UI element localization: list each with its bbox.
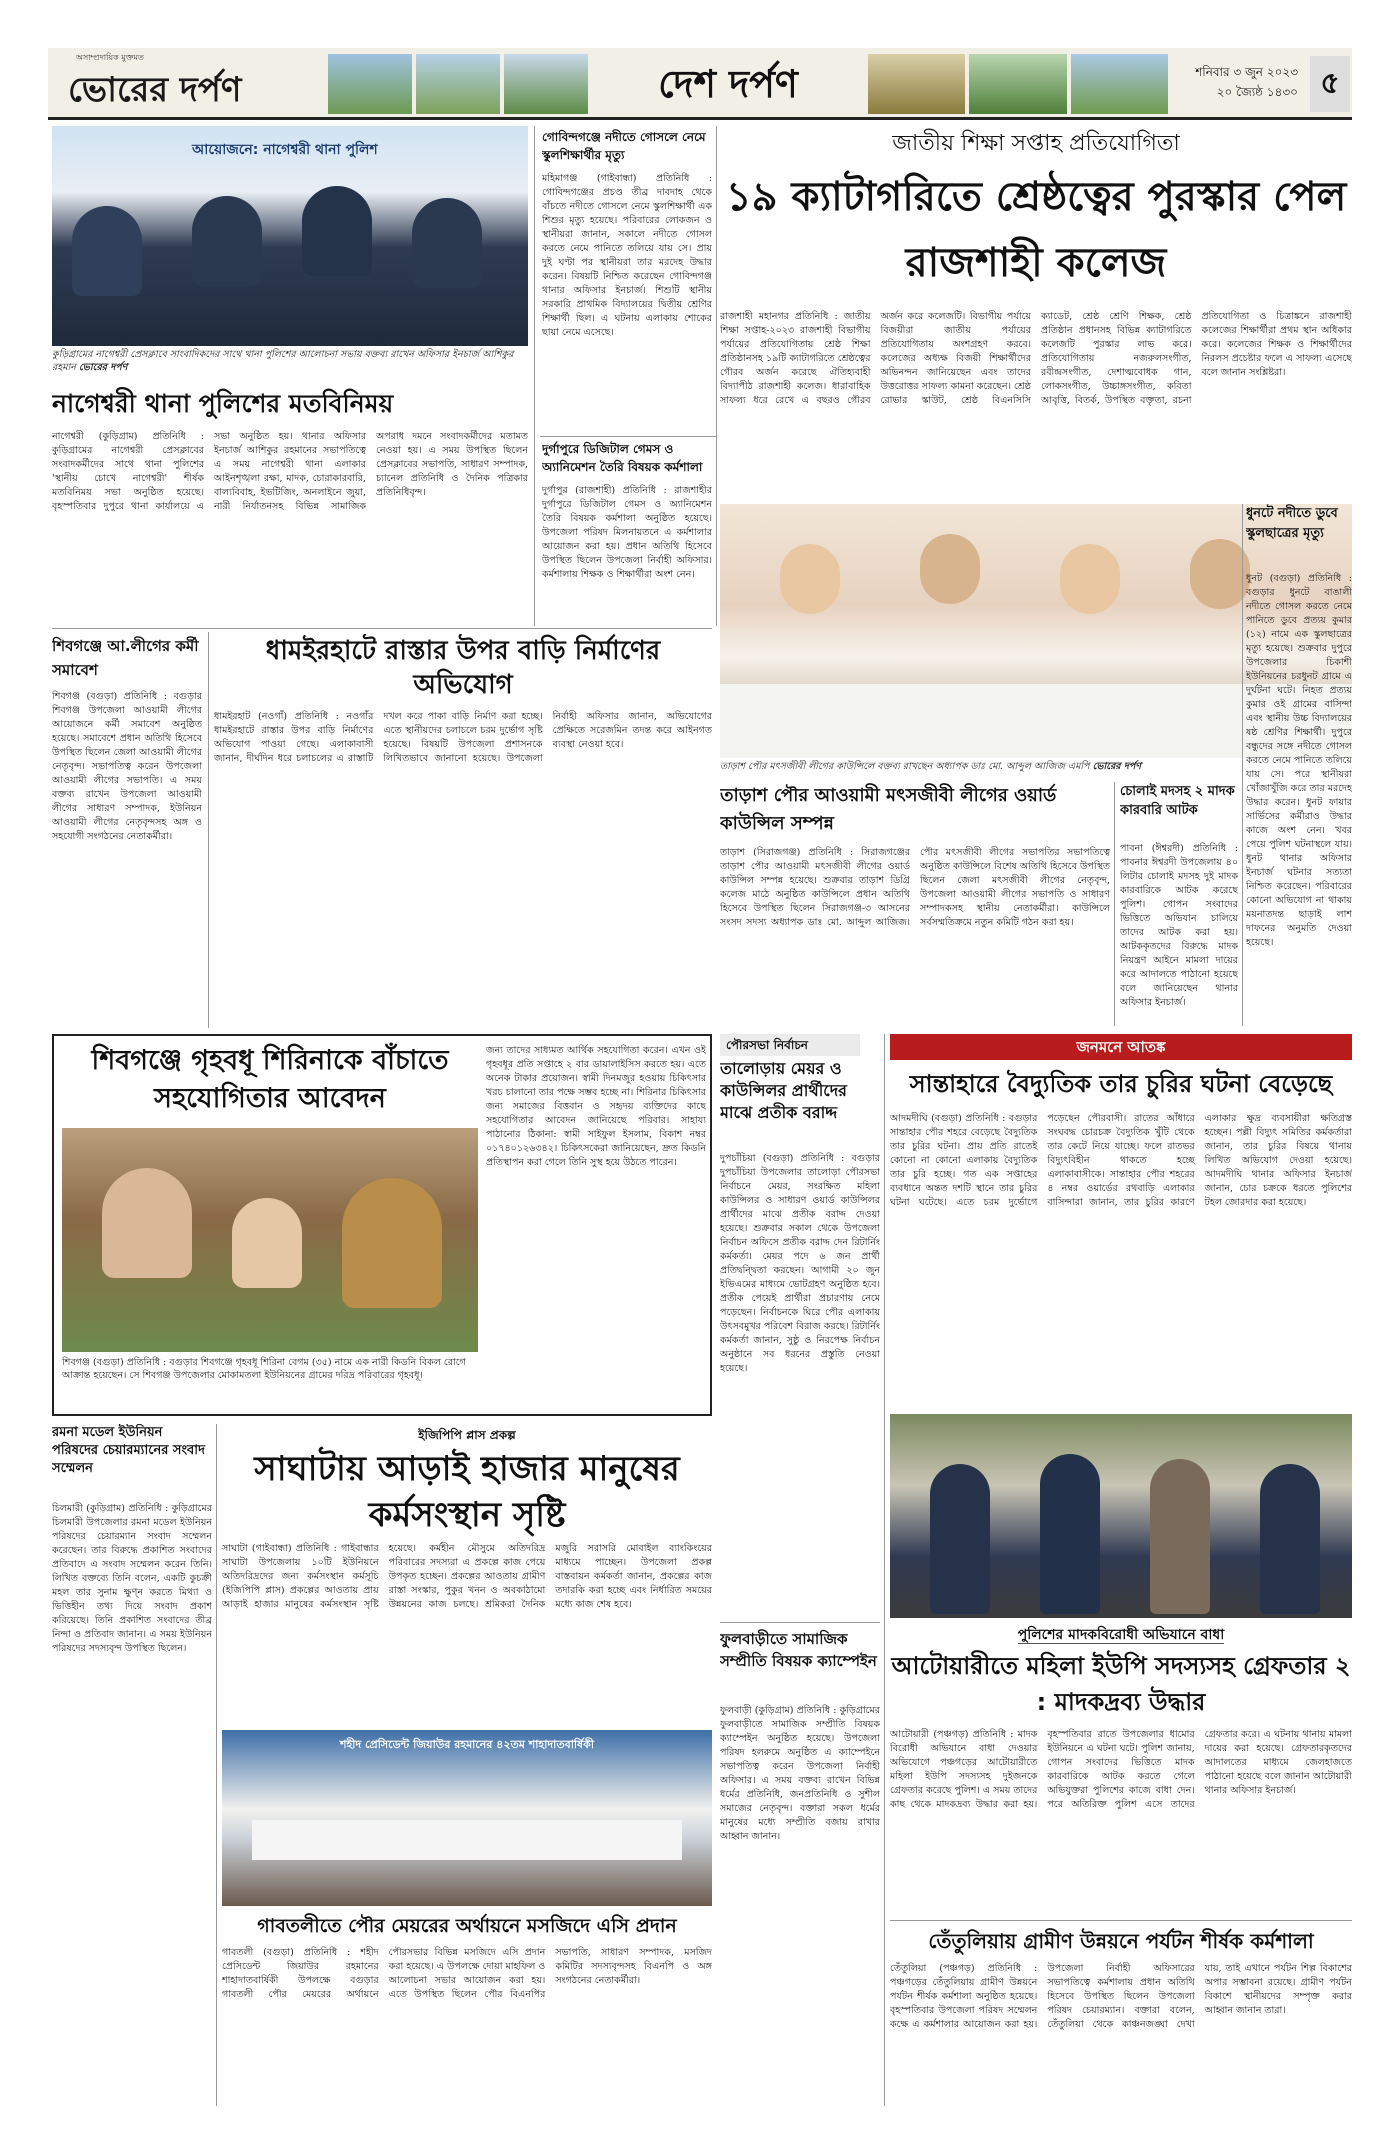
atwari-kicker: পুলিশের মাদকবিরোধী অভিযানে বাধা [1017,1627,1225,1643]
nageshwari-caption: কুড়িগ্রামের নাগেশ্বরী প্রেসক্লাবে সাংবাদিকদের সাথে থানা পুলিশের আলোচনা সভায় বক্তব্য রাখেন অফিসার ইনচার্জ আশিকুর রহমান ভোরের দর্পণ [52,349,514,373]
rajshahi-kicker: জাতীয় শিক্ষা সপ্তাহ প্রতিযোগিতা [892,131,1180,156]
masthead-photo-strip-left [328,54,588,114]
ramna-headline: রমনা মডেল ইউনিয়ন পরিষদের চেয়ারম্যানের সংবাদ সম্মেলন [52,1425,205,1476]
nageshwari-headline: নাগেশ্বরী থানা পুলিশের মতবিনিময় [52,389,394,418]
tetulia-body: তেঁতুলিয়া (পঞ্চগড়) প্রতিনিধি : পঞ্চগড়ের তেঁতুলিয়ায় গ্রামীণ উন্নয়নে পর্যটন শীর্ষক কর্মশালা অনুষ্ঠিত হয়েছে। বৃহস্পতিবার উপজেলা পরিষদ সম্মেলন কক্ষে এ কর্মশালার আয়োজন করা হয়। উপজেলা নির্বাহী অফিসারের সভাপতিত্বে কর্মশালায় প্রধান অতিথি হিসেবে উপস্থিত ছিলেন উপজেলা পরিষদ চেয়ারম্যান। বক্তারা বলেন, তেঁতুলিয়া থেকে কাঞ্চনজঙ্ঘা দেখা যায়, তাই এখানে পর্যটন শিল্প বিকাশের অপার সম্ভাবনা রয়েছে। গ্রামীণ পর্যটন বিকাশে স্থানীয়দের সম্পৃক্ত করার আহ্বান জানান তারা। [890,1963,1352,2030]
shirin-headline: শিবগঞ্জে গৃহবধূ শিরিনাকে বাঁচাতে সহযোগিতার আবেদন [91,1045,449,1114]
gabtoli-photo-banner: শহীদ প্রেসিডেন্ট জিয়াউর রহমানের ৪২তম শাহাদাতবার্ষিকী [340,1738,594,1751]
tarash-headline: তাড়াশ পৌর আওয়ামী মৎসজীবী লীগের ওয়ার্ড কাউন্সিল সম্পন্ন [720,785,1057,834]
saghata-headline: সাঘাটায় আড়াই হাজার মানুষের কর্মসংস্থান সৃষ্টি [254,1449,680,1535]
santahar-kicker: জনমনে আতঙ্ক [1076,1038,1166,1056]
date-line-1: শনিবার ৩ জুন ২০২৩ [1195,65,1298,79]
tetulia-headline: তেঁতুলিয়ায় গ্রামীণ উন্নয়নে পর্যটন শীর্ষক কর্মশালা [928,1929,1314,1953]
rajshahi-body: রাজশাহী মহানগর প্রতিনিধি : জাতীয় শিক্ষা সপ্তাহ-২০২৩ রাজশাহী বিভাগীয় পর্যায়ের প্রতিযোগিতায় শ্রেষ্ঠ শিক্ষা প্রতিষ্ঠানসহ ১৯টি ক্যাটাগরিতে শ্রেষ্ঠত্বের গৌরব অর্জন করেছে ঐতিহ্যবাহী বিদ্যাপীঠ রাজশাহী কলেজ। ধারাবাহিক সাফল্য ধরে রেখে এ বছরও গৌরব অর্জন করে কলেজটি। বিভাগীয় পর্যায়ে বিজয়ীরা জাতীয় পর্যায়ের প্রতিযোগিতায় অংশগ্রহণ করবে। কলেজের অধ্যক্ষ বিজয়ী শিক্ষার্থীদের অভিনন্দন জানিয়েছেন এবং তাদের উত্তরোত্তর সাফল্য কামনা করেছেন। শ্রেষ্ঠ রোভার স্কাউট, শ্রেষ্ঠ বিএনসিসি ক্যাডেট, শ্রেষ্ঠ শ্রেণি শিক্ষক, শ্রেষ্ঠ প্রতিষ্ঠান প্রধানসহ বিভিন্ন ক্যাটাগরিতে কলেজটি পুরস্কার লাভ করে। প্রতিযোগিতায় নজরুলসংগীত, রবীন্দ্রসংগীত, দেশাত্মবোধক গান, লোকসংগীত, উচ্চাঙ্গসংগীত, কবিতা আবৃত্তি, বিতর্ক, উপস্থিত বক্তৃতা, রচনা প্রতিযোগিতা ও চিত্রাঙ্কনে রাজশাহী কলেজের শিক্ষার্থীরা প্রথম স্থান অধিকার করে। কলেজের শিক্ষক ও শিক্ষার্থীদের নিরলস প্রচেষ্টার ফলে এ সাফল্য এসেছে বলে জানান সংশ্লিষ্টরা। [720,311,1352,406]
shirin-photo-caption: শিবগঞ্জ (বগুড়া) প্রতিনিধি : বগুড়ার শিবগঞ্জে গৃহবধূ শিরিনা বেগম (৩৫) নামে এক নারী কিডনি বিকল রোগে আক্রান্ত হয়েছেন। সে শিবগঞ্জ উপজেলার মোকামতলা ইউনিয়নের গ্রামের দরিদ্র পরিবারের গৃহবধূ। [62,1357,466,1381]
brand-name: ভোরের দর্পণ [68,70,242,110]
masthead-photo-strip-right [868,54,1168,114]
phulbari-headline: ফুলবাড়ীতে সামাজিক সম্প্রীতি বিষয়ক ক্যাম্পেইন [720,1630,877,1670]
durgapur-headline: দুর্গাপুরে ডিজিটাল গেমস ও অ্যানিমেশন তৈরি বিষয়ক কর্মশালা [542,442,703,474]
santahar-body: আদমদীঘি (বগুড়া) প্রতিনিধি : বগুড়ার সান্তাহার পৌর শহরে বেড়েছে বৈদ্যুতিক তার চুরির ঘটনা। প্রায় প্রতি রাতেই কোনো না কোনো এলাকায় বৈদ্যুতিক তার চুরি হচ্ছে। গত এক সপ্তাহের ব্যবধানে অন্তত দশটি স্থানে তার চুরির ঘটনা ঘটেছে। এতে চরম দুর্ভোগে পড়েছেন পৌরবাসী। রাতের আঁধারে সংঘবদ্ধ চোরচক্র বৈদ্যুতিক খুঁটি থেকে তার কেটে নিয়ে যাচ্ছে। ফলে রাতভর বিদ্যুৎবিহীন থাকতে হচ্ছে এলাকাবাসীকে। সান্তাহার পৌর শহরের ৪ নম্বর ওয়ার্ডের রথবাড়ি এলাকার বাসিন্দারা জানান, তার চুরির কারণে এলাকার ক্ষুদ্র ব্যবসায়ীরা ক্ষতিগ্রস্ত হচ্ছেন। পল্লী বিদ্যুৎ সমিতির কর্মকর্তারা জানান, তার চুরির বিষয়ে থানায় লিখিত অভিযোগ দেওয়া হয়েছে। আদমদীঘি থানার অফিসার ইনচার্জ জানান, চোর চক্রকে ধরতে পুলিশের টহল জোরদার করা হয়েছে। [890,1113,1352,1208]
talora-headline: তালোড়ায় মেয়র ও কাউন্সিলর প্রার্থীদের মাঝে প্রতীক বরাদ্দ [720,1059,847,1122]
shibganj-al-headline: শিবগঞ্জে আ.লীগের কর্মী সমাবেশ [52,637,199,679]
saghata-kicker: ইজিপিপি প্লাস প্রকল্প [418,1428,516,1442]
atwari-body: আটোয়ারী (পঞ্চগড়) প্রতিনিধি : মাদক বিরোধী অভিযানে বাধা দেওয়ার অভিযোগে পঞ্চগড়ের আটোয়ারীতে মহিলা ইউপি সদস্যসহ দুইজনকে গ্রেফতার করেছে পুলিশ। এ সময় তাদের কাছ থেকে মাদকদ্রব্য উদ্ধার করা হয়। বৃহস্পতিবার রাতে উপজেলার ধামোর ইউনিয়নে এ ঘটনা ঘটে। পুলিশ জানায়, গোপন সংবাদের ভিত্তিতে মাদক কারবারিকে আটক করতে গেলে অভিযুক্তরা পুলিশের কাজে বাধা দেন। পরে অতিরিক্ত পুলিশ এসে তাদের গ্রেফতার করে। এ ঘটনায় থানায় মামলা দায়ের করা হয়েছে। গ্রেফতারকৃতদের আদালতের মাধ্যমে জেলহাজতে পাঠানো হয়েছে বলে জানান আটোয়ারী থানার অফিসার ইনচার্জ। [890,1729,1352,1810]
shirin-body: জন্য তাদের সাধ্যমত আর্থিক সহযোগিতা করেন। এখন ওই গৃহবধূর প্রতি সপ্তাহে ২ বার ডায়ালাইসিস করতে হয়। এতে অনেক টাকার প্রয়োজন। স্বামী দিনমজুর হওয়ায় চিকিৎসার খরচ চালানো তার পক্ষে সম্ভব হচ্ছে না। শিরিনার চিকিৎসার জন্য সমাজের বিত্তবান ও সহৃদয় ব্যক্তিদের কাছে সহযোগিতার আবেদন জানিয়েছে পরিবার। সাহায্য পাঠানোর ঠিকানা: স্বামী সাইফুল ইসলাম, বিকাশ নম্বর ০১৭৪০১২৬৩৪২। চিকিৎসকেরা জানিয়েছেন, দ্রুত কিডনি প্রতিস্থাপন করা গেলে তিনি সুস্থ হয়ে উঠতে পারেন। [486,1045,706,1168]
gobindaganj-headline: গোবিন্দগঞ্জে নদীতে গোসলে নেমে স্কুলশিক্ষার্থীর মৃত্যু [542,130,706,162]
dhamoirhat-body: ধামইরহাট (নওগাঁ) প্রতিনিধি : নওগাঁর ধামইরহাটে রাস্তার উপর বাড়ি নির্মাণের অভিযোগ পাওয়া গেছে। এলাকাবাসী জানান, দীর্ঘদিন ধরে চলাচলের এ রাস্তাটি দখল করে পাকা বাড়ি নির্মাণ করা হচ্ছে। এতে স্থানীয়দের চলাচলে চরম দুর্ভোগ সৃষ্টি হয়েছে। বিষয়টি উপজেলা প্রশাসনকে লিখিতভাবে জানানো হয়েছে। উপজেলা নির্বাহী অফিসার জানান, অভিযোগের প্রেক্ষিতে সরেজমিন তদন্ত করে আইনগত ব্যবস্থা নেওয়া হবে। [214,711,712,764]
atwari-headline: আটোয়ারীতে মহিলা ইউপি সদস্যসহ গ্রেফতার ২ : মাদকদ্রব্য উদ্ধার [891,1652,1351,1716]
gabtoli-body: গাবতলী (বগুড়া) প্রতিনিধি : শহীদ প্রেসিডেন্ট জিয়াউর রহমানের শাহাদাতবার্ষিকী উপলক্ষে বগুড়ার গাবতলী পৌর মেয়রের অর্থায়নে পৌরসভার বিভিন্ন মসজিদে এসি প্রদান করা হয়েছে। এ উপলক্ষে দোয়া মাহফিল ও আলোচনা সভার আয়োজন করা হয়। এতে উপস্থিত ছিলেন পৌর বিএনপির সভাপতি, সাধারণ সম্পাদক, মসজিদ কমিটির সদস্যবৃন্দসহ বিএনপি ও অঙ্গ সংগঠনের নেতাকর্মীরা। [222,1947,712,2000]
brand-tag: অসাম্প্রদায়িক মুক্তমত [76,53,144,62]
gabtoli-photo [222,1730,712,1906]
durgapur-body: দুর্গাপুর (রাজশাহী) প্রতিনিধি : রাজশাহীর দুর্গাপুরে ডিজিটাল গেমস ও অ্যানিমেশন তৈরি বিষয়ক কর্মশালা অনুষ্ঠিত হয়েছে। উপজেলা পরিষদ মিলনায়তনে এ কর্মশালার আয়োজন করা হয়। প্রধান অতিথি হিসেবে উপস্থিত ছিলেন উপজেলা নির্বাহী অফিসার। কর্মশালায় শিক্ষক ও শিক্ষার্থীরা অংশ নেন। [542,485,712,580]
santahar-headline: সান্তাহারে বৈদ্যুতিক তার চুরির ঘটনা বেড়েছে [909,1070,1333,1098]
brand-logo [48,48,318,120]
masthead [48,48,1352,120]
phulbari-body: ফুলবাড়ী (কুড়িগ্রাম) প্রতিনিধি : কুড়িগ্রামের ফুলবাড়ীতে সামাজিক সম্প্রীতি বিষয়ক ক্যাম্পেইন অনুষ্ঠিত হয়েছে। উপজেলা পরিষদ হলরুমে অনুষ্ঠিত এ ক্যাম্পেইনে সভাপতিত্ব করেন উপজেলা নির্বাহী অফিসার। এ সময় বক্তব্য রাখেন বিভিন্ন ধর্মের প্রতিনিধি, জনপ্রতিনিধি ও সুশীল সমাজের নেতৃবৃন্দ। বক্তারা সকল ধর্মের মানুষের মধ্যে সম্প্রীতি বজায় রাখার আহ্বান জানান। [720,1705,880,1842]
issue-date [1178,62,1298,108]
santahar-kicker-box [890,1034,1352,1060]
chalai-headline: চোলাই মদসহ ২ মাদক কারবারি আটক [1120,784,1235,818]
talora-kicker-box [720,1034,860,1056]
talora-body: দুপচাঁচিয়া (বগুড়া) প্রতিনিধি : বগুড়ার দুপচাঁচিয়া উপজেলার তালোড়া পৌরসভা নির্বাচনে মেয়র, সংরক্ষিত মহিলা কাউন্সিলর ও সাধারণ ওয়ার্ড কাউন্সিলর প্রার্থীদের মাঝে প্রতীক বরাদ্দ দেওয়া হয়েছে। শুক্রবার সকাল থেকে উপজেলা নির্বাচন অফিসে প্রতীক বরাদ্দ দেন রিটার্নিং কর্মকর্তা। মেয়র পদে ৬ জন প্রার্থী প্রতিদ্বন্দ্বিতা করছেন। আগামী ২০ জুন ইভিএমের মাধ্যমে ভোটগ্রহণ অনুষ্ঠিত হবে। প্রতীক পেয়েই প্রার্থীরা প্রচারণায় নেমে পড়েছেন। নির্বাচনকে ঘিরে পৌর এলাকায় উৎসবমুখর পরিবেশ বিরাজ করছে। রিটার্নিং কর্মকর্তা জানান, সুষ্ঠু ও নিরপেক্ষ নির্বাচন অনুষ্ঠানে সব ধরনের প্রস্তুতি নেওয়া হয়েছে। [720,1153,880,1374]
nageshwari-body: নাগেশ্বরী (কুড়িগ্রাম) প্রতিনিধি : কুড়িগ্রামের নাগেশ্বরী প্রেসক্লাবের সংবাদকর্মীদের সাথে থানা পুলিশের 'স্থানীয় চোখে নাগেশ্বরী' শীর্ষক মতবিনিময় সভা অনুষ্ঠিত হয়েছে। বৃহস্পতিবার দুপুরে থানা কার্যালয়ে এ সভা অনুষ্ঠিত হয়। থানার অফিসার ইনচার্জ আশিকুর রহমানের সভাপতিত্বে এ সময় নাগেশ্বরী থানা এলাকার আইনশৃঙ্খলা রক্ষা, মাদক, চোরাকারবারি, বাল্যবিবাহ, ইভটিজিং, অনলাইনে জুয়া, নারী নির্যাতনসহ বিভিন্ন সামাজিক অপরাধ দমনে সংবাদকর্মীদের মতামত নেওয়া হয়। এ সময় উপস্থিত ছিলেন প্রেসক্লাবের সভাপতি, সাধারণ সম্পাদক, চ্যানেল প্রতিনিধি ও দৈনিক পত্রিকার প্রতিনিধিবৃন্দ। [52,431,528,512]
dhunat-headline-box: ধুনটে নদীতে ডুবে স্কুলছাত্রের মৃত্যু [1246,506,1338,541]
shibganj-al-body: শিবগঞ্জ (বগুড়া) প্রতিনিধি : বগুড়ার শিবগঞ্জ উপজেলা আওয়ামী লীগের আয়োজনে কর্মী সমাবেশ অনুষ্ঠিত হয়েছে। সমাবেশে প্রধান অতিথি হিসেবে উপস্থিত ছিলেন জেলা আওয়ামী লীগের নেতৃবৃন্দ। সভাপতিত্ব করেন উপজেলা আওয়ামী লীগের সভাপতি। এ সময় বক্তব্য রাখেন উপজেলা আওয়ামী লীগের সাধারণ সম্পাদক, ইউনিয়ন আওয়ামী লীগের নেতৃবৃন্দসহ অঙ্গ ও সহযোগী সংগঠনের নেতাকর্মীরা। [52,691,202,842]
talora-kicker: পৌরসভা নির্বাচন [726,1038,808,1052]
rajshahi-headline: ১৯ ক্যাটাগরিতে শ্রেষ্ঠত্বের পুরস্কার পেল রাজশাহী কলেজ [725,174,1347,286]
saghata-kicker-wrap [222,1424,712,1444]
date-line-2: ২০ জ্যৈষ্ঠ ১৪৩০ [1216,85,1298,99]
tarash-body: তাড়াশ (সিরাজগঞ্জ) প্রতিনিধি : সিরাজগঞ্জের তাড়াশ পৌর আওয়ামী মৎসজীবী লীগের ওয়ার্ড কাউন্সিল সম্পন্ন হয়েছে। শুক্রবার তাড়াশ ডিগ্রি কলেজ মাঠে অনুষ্ঠিত কাউন্সিলে প্রধান অতিথি হিসেবে উপস্থিত ছিলেন সিরাজগঞ্জ-৩ আসনের সংসদ সদস্য অধ্যাপক ডাঃ মো. আব্দুল আজিজ। পৌর মৎসজীবী লীগের সভাপতির সভাপতিত্বে অনুষ্ঠিত কাউন্সিলে বিশেষ অতিথি হিসেবে উপস্থিত ছিলেন জেলা মৎসজীবী লীগের নেতৃবৃন্দ, উপজেলা আওয়ামী লীগের সভাপতি ও সাধারণ সম্পাদকসহ স্থানীয় নেতাকর্মীরা। কাউন্সিলে সর্বসম্মতিক্রমে নতুন কমিটি গঠন করা হয়। [720,847,1110,928]
dhunat-body: ধুনট (বগুড়া) প্রতিনিধি : বগুড়ার ধুনটে বাঙালী নদীতে গোসল করতে নেমে পানিতে ডুবে প্রত্যয় কুমার (১২) নামে এক স্কুলছাত্রের মৃত্যু হয়েছে। শুক্রবার দুপুরে উপজেলার চিকাশী ইউনিয়নের চরধুনট গ্রামে এ দুর্ঘটনা ঘটে। নিহত প্রত্যয় কুমার ওই গ্রামের বাসিন্দা এবং স্থানীয় উচ্চ বিদ্যালয়ের ষষ্ঠ শ্রেণির শিক্ষার্থী। দুপুরে বন্ধুদের সঙ্গে নদীতে গোসল করতে নেমে পানিতে তলিয়ে যায় সে। পরে স্থানীয়রা খোঁজাখুঁজি করে তার মরদেহ উদ্ধার করেন। ধুনট ফায়ার সার্ভিসের কর্মীরাও উদ্ধার কাজে অংশ নেন। খবর পেয়ে পুলিশ ঘটনাস্থলে যায়। ধুনট থানার অফিসার ইনচার্জ ঘটনার সত্যতা নিশ্চিত করেছেন। পরিবারের কোনো অভিযোগ না থাকায় ময়নাতদন্ত ছাড়াই লাশ দাফনের অনুমতি দেওয়া হয়েছে। [1246,573,1352,948]
gabtoli-headline: গাবতলীতে পৌর মেয়রের অর্থায়নে মসজিদে এসি প্রদান [257,1915,677,1937]
tarash-caption: তাড়াশ পৌর মৎসজীবী লীগের কাউন্সিলে বক্তব্য রাখছেন অধ্যাপক ডাঃ মো. আব্দুল আজিজ এমপি ভোরের দর্পণ [720,761,1142,772]
shirin-photo [62,1128,478,1352]
page-number: ৫ [1310,56,1350,112]
shirin-box [52,1034,712,1416]
gobindaganj-body: মহিমাগঞ্জ (গাইবান্ধা) প্রতিনিধি : গোবিন্দগঞ্জের প্রচণ্ড তীব্র দাবদাহ থেকে বাঁচতে নদীতে গোসলে নেমে স্কুলশিক্ষার্থী এক শিশুর মৃত্যু হয়েছে। পরিবারের লোকজন ও স্থানীয়রা জানান, সকালে নদীতে গোসল করতে নেমে পানিতে তলিয়ে যায় সে। প্রায় দুই ঘণ্টা পর স্থানীয়রা তার মরদেহ উদ্ধার করেন। বিষয়টি নিশ্চিত করেছেন গোবিন্দগঞ্জ থানার অফিসার ইনচার্জ। শিশুটি স্থানীয় সরকারি প্রাথমিক বিদ্যালয়ের দ্বিতীয় শ্রেণির শিক্ষার্থী ছিল। এ ঘটনায় এলাকায় শোকের ছায়া নেমে এসেছে। [542,173,712,338]
nageshwari-photo [52,126,528,346]
ramna-body: চিলমারী (কুড়িগ্রাম) প্রতিনিধি : কুড়িগ্রামের চিলমারী উপজেলার রমনা মডেল ইউনিয়ন পরিষদের চেয়ারম্যান সংবাদ সম্মেলন করেছেন। তার বিরুদ্ধে প্রকাশিত সংবাদের প্রতিবাদে এ সংবাদ সম্মেলন করেন তিনি। লিখিত বক্তব্যে তিনি বলেন, একটি কুচক্রী মহল তার সুনাম ক্ষুণ্ন করতে মিথ্যা ও ভিত্তিহীন তথ্য দিয়ে সংবাদ প্রকাশ করিয়েছে। তিনি প্রকাশিত সংবাদের তীব্র নিন্দা ও প্রতিবাদ জানান। এ সময় ইউনিয়ন পরিষদের সদস্যবৃন্দ উপস্থিত ছিলেন। [52,1503,212,1654]
section-title: দেশ দর্পণ [658,61,798,106]
saghata-body: সাঘাটা (গাইবান্ধা) প্রতিনিধি : গাইবান্ধার সাঘাটা উপজেলায় ১০টি ইউনিয়নে অতিদরিদ্রদের জন্য কর্মসংস্থান কর্মসূচি (ইজিপিপি প্লাস) প্রকল্পের আওতায় প্রায় আড়াই হাজার মানুষের কর্মসংস্থান সৃষ্টি হয়েছে। কর্মহীন মৌসুমে অতিদরিদ্র পরিবারের সদস্যরা এ প্রকল্পে কাজ পেয়ে উপকৃত হচ্ছেন। প্রকল্পের আওতায় গ্রামীণ রাস্তা সংস্কার, পুকুর খনন ও অবকাঠামো উন্নয়নের কাজ চলছে। শ্রমিকরা দৈনিক মজুরি সরাসরি মোবাইল ব্যাংকিংয়ের মাধ্যমে পাচ্ছেন। উপজেলা প্রকল্প বাস্তবায়ন কর্মকর্তা জানান, প্রকল্পের কাজ তদারকি করা হচ্ছে এবং নির্ধারিত সময়ের মধ্যে কাজ শেষ হবে। [222,1543,712,1610]
chalai-body: পাবনা (ঈশ্বরদী) প্রতিনিধি : পাবনার ঈশ্বরদী উপজেলায় ৪০ লিটার চোলাই মদসহ দুই মাদক কারবারিকে আটক করেছে পুলিশ। গোপন সংবাদের ভিত্তিতে অভিযান চালিয়ে তাদের আটক করা হয়। আটককৃতদের বিরুদ্ধে মাদক নিয়ন্ত্রণ আইনে মামলা দায়ের করে আদালতে পাঠানো হয়েছে বলে জানিয়েছেন থানার অফিসার ইনচার্জ। [1120,843,1238,1008]
atwari-kicker-wrap [890,1624,1352,1646]
banner-text: আয়োজনে: নাগেশ্বরী থানা পুলিশ [192,142,378,158]
dhamoirhat-headline: ধামইরহাটে রাস্তার উপর বাড়ি নির্মাণের অভিযোগ [265,636,661,700]
police-photo [890,1414,1352,1618]
